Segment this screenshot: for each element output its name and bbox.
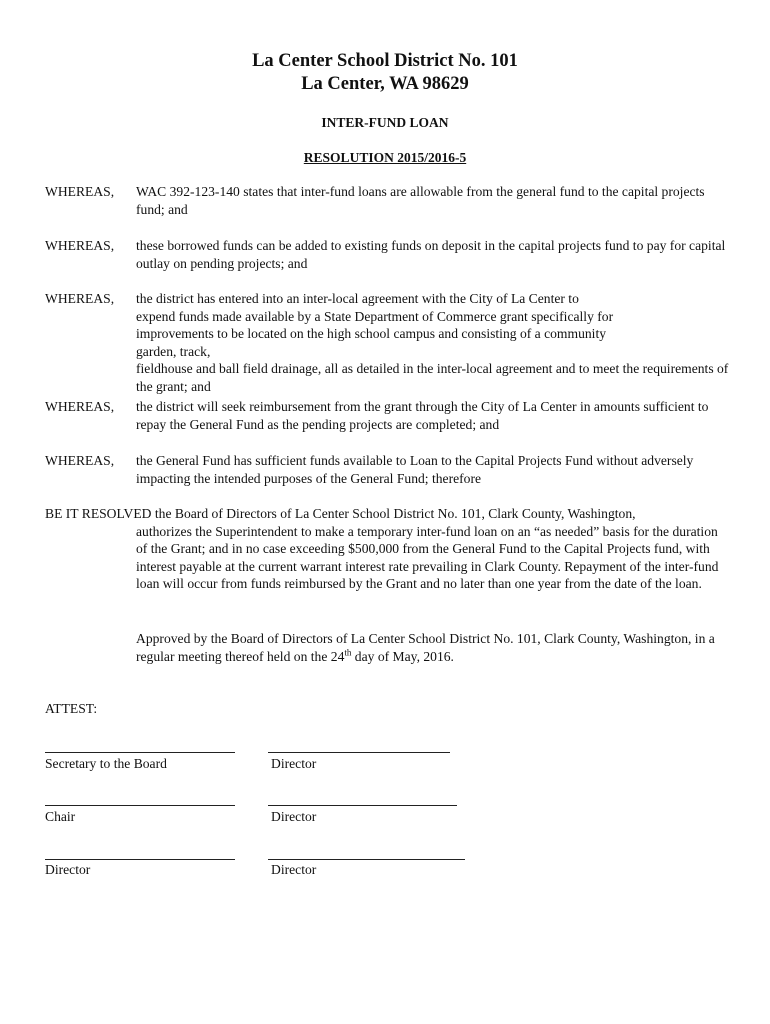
signature-line (268, 805, 457, 806)
signature-label-secretary: Secretary to the Board (45, 756, 167, 771)
whereas-label: WHEREAS, (45, 453, 115, 468)
district-name: La Center School District No. 101 (252, 51, 518, 71)
whereas-label: WHEREAS, (45, 291, 115, 306)
resolved-first-line: BE IT RESOLVED the Board of Directors of La Center School District No. 101, Clark County, Washington, (45, 506, 636, 521)
whereas-clause-5 (45, 452, 730, 487)
signature-label-director: Director (271, 756, 317, 771)
whereas-clause-3 (45, 290, 730, 396)
whereas-text: the district will seek reimbursement from the grant through the City of La Center in amounts sufficient to repay the General Fund as the pending projects are completed; and (136, 399, 709, 432)
resolved-clause (45, 505, 730, 593)
document-type: INTER-FUND LOAN (321, 115, 449, 130)
whereas-text: these borrowed funds can be added to existing funds on deposit in the capital projects fund to pay for capital outlay on pending projects; and (136, 238, 726, 271)
attest-label: ATTEST: (45, 701, 98, 716)
signature-line (45, 752, 235, 753)
resolution-number (0, 150, 770, 166)
district-location: La Center, WA 98629 (301, 74, 469, 94)
signature-line (45, 805, 235, 806)
whereas-text: the district has entered into an inter-local agreement with the City of La Center to expend funds made available by a State Department of Commerce grant specifically for improvements to be located on the high school campus and consisting of a community garden, track, (136, 291, 614, 359)
signature-line (268, 752, 450, 753)
whereas-text: WAC 392-123-140 states that inter-fund loans are allowable from the general fund to the capital projects fund; and (136, 184, 705, 217)
signature-line (268, 859, 465, 860)
whereas-label: WHEREAS, (45, 184, 115, 199)
signature-label-director: Director (271, 862, 317, 877)
whereas-clause-4 (45, 398, 730, 433)
signature-label-chair: Chair (45, 809, 76, 824)
resolved-body: authorizes the Superintendent to make a temporary inter-fund loan on an “as needed” basis for the duration of the Grant; and in no case exceeding $500,000 from the General Fund to the Capital Projects fund, with interest payable at the current warrant interest rate prevailing in Clark County. Repayment of the inter-fund loan will occur from funds reimbursed by the Grant and no later than one year from the date of the loan. (136, 523, 719, 592)
whereas-clause-2 (45, 237, 730, 272)
whereas-text: the General Fund has sufficient funds available to Loan to the Capital Projects Fund without adversely impacting the intended purposes of the General Fund; therefore (136, 453, 694, 486)
signature-label-director: Director (271, 809, 317, 824)
whereas-text-continuation: fieldhouse and ball field drainage, all as detailed in the inter-local agreement and to meet the requirements of the grant; and (136, 361, 729, 394)
approval-statement: Approved by the Board of Directors of La Center School District No. 101, Clark County, Washington, in a regular meeting thereof held on the 24th day of May, 2016. (136, 631, 715, 664)
signature-line (45, 859, 235, 860)
resolution-number-text: RESOLUTION 2015/2016-5 (303, 150, 467, 165)
whereas-label: WHEREAS, (45, 399, 115, 414)
signature-label-director: Director (45, 862, 91, 877)
whereas-clause-1 (45, 183, 730, 218)
whereas-label: WHEREAS, (45, 238, 115, 253)
